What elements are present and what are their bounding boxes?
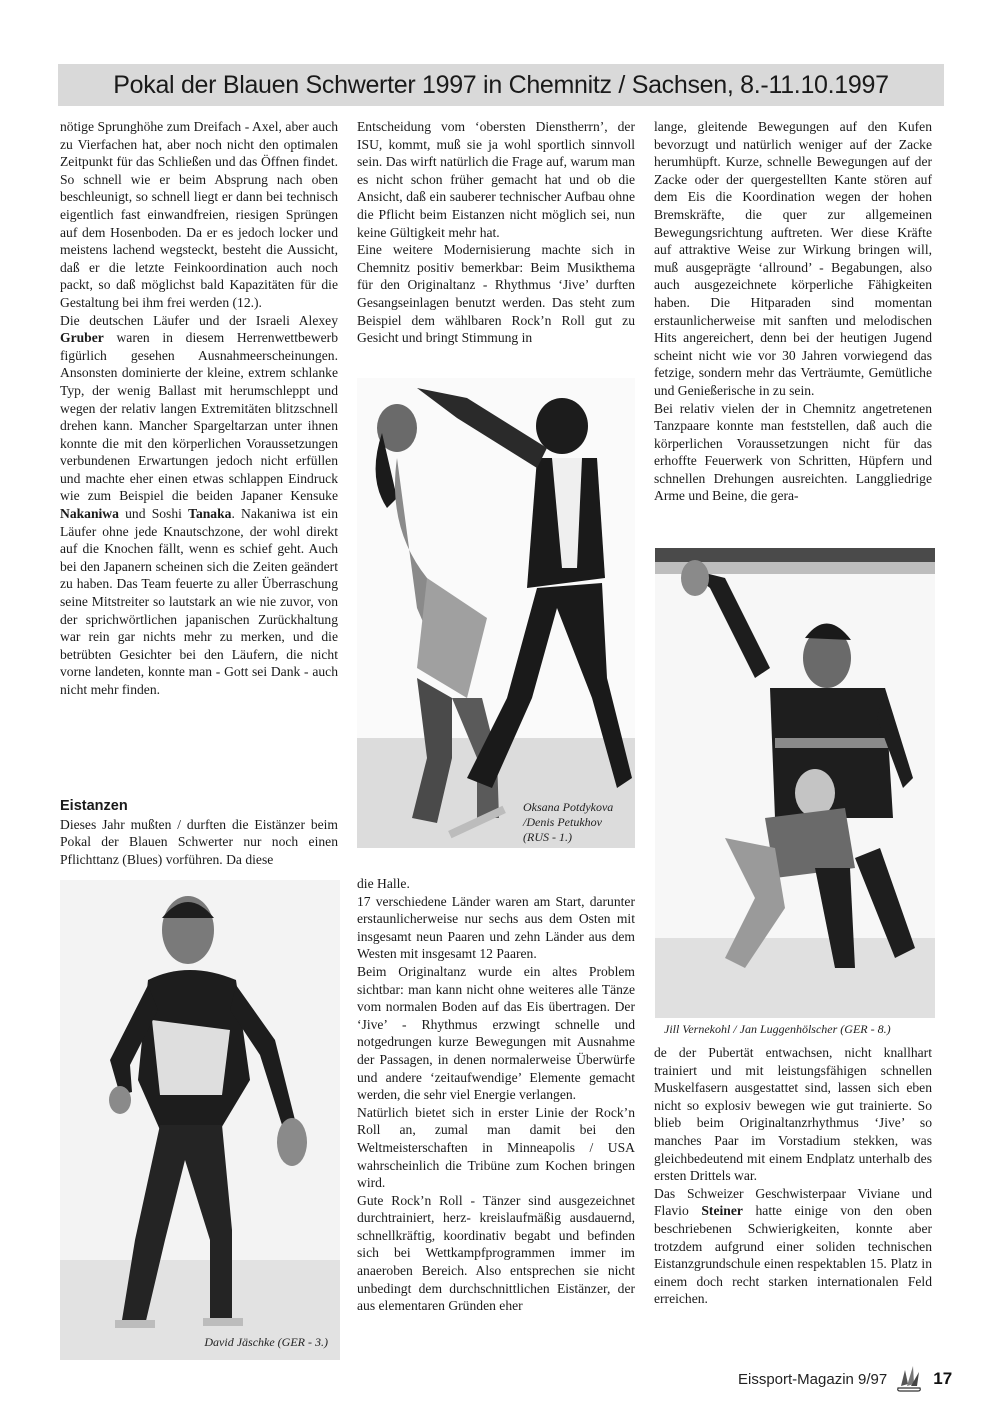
paragraph: Gute Rock’n Roll - Tänzer sind ausgezeichnet durchtrainiert, herz- kreislaufmäßig ausdauernd, schnellkräftig, koordinativ begabt und befinden sich bei Wettkampfprogrammen immer im anaeroben Bereich. Also entsprechen sie nicht unbedingt dem durchschnittlichen Eistänzer, der aus elementaren Gründen eher: [357, 1192, 635, 1314]
paragraph: 17 verschiedene Länder waren am Start, darunter erstaunlicherweise nur sechs aus dem Osten mit insgesamt neun Paaren und zehn Länder aus dem Westen mit insgesamt 12 Paaren.: [357, 893, 635, 962]
paragraph: lange, gleitende Bewegungen auf den Kufen bevorzugt und natürlich weniger auf der Zacke herumhüpft. Kurze, schnelle Bewegungen auf der Zacke oder der quergestellten Kante stören auf dem Eis die Koordination wegen der hohen Bremskräfte, die quer zur allgemeinen Bewegungsrichtung auftreten. Wer diese Kräfte auf attraktive Weise zur Wirkung bringen will, muß ausgeprägte ‘allround’ - Begabungen, also auch ausgezeichnete körperliche Fähigkeiten haben. Die Hitparaden sind momentan erstaunlicherweise mit sanften und melodischen Hits angereichert, denn bei der heutigen Jugend scheint nicht wie vor 30 Jahren vorwiegend das fetzige, sondern mehr das Verträumte, Gemütliche und Genießerische in zu sein.: [654, 119, 932, 398]
text-run: waren in diesem Herrenwettbewerb figürlich gesehen Ausnahmeerscheinungen. Ansonsten dominierte der kleine, extrem schlanke Typ, der wenig Ballast mit herumschleppt und wegen der relativ langen Extremitäten blitzschnell drehen kann. Mancher Spargeltarzan unter ihnen konnte die mit den körperlichen Voraussetzungen verbundenen Erwartungen jedoch nicht erfüllen und machte eher einen etwas schlappen Eindruck wie zum Beispiel die beiden Japaner Kensuke: [60, 330, 338, 504]
skater-name: Steiner: [701, 1203, 743, 1219]
caption-line: (RUS - 1.): [523, 830, 572, 844]
text-run: hatte einige von den oben beschriebenen Schwierigkeiten, konnte aber trotzdem aufgrund einer soliden technischen Eistanzgrundschule einen respektablen 15. Platz in einem doch recht starken internationalen Feld erreichen.: [654, 1203, 932, 1307]
column-2-continued: [357, 875, 635, 1315]
photo-single-skater: [60, 880, 340, 1360]
paragraph: de der Pubertät entwachsen, nicht knallhart trainiert und mit leistungsfähigen schnellen Muskelfasern ausgestattet sind, lassen sich eben nicht so explosiv bewegen wie gut trainierte. So blieb beim Originaltanzrhythmus ‘Jive’ so manches Paar im Vorstadium stekken, was gleichbedeutend mit einem Endplatz unterhalb des ersten Drittels war.: [654, 1045, 932, 1184]
page-footer: [738, 1364, 952, 1394]
skater-name: Nakaniwa: [60, 506, 119, 522]
photo-dance-couple: [357, 378, 635, 848]
paragraph: Bei relativ vielen der in Chemnitz angetretenen Tanzpaare konnte man feststellen, daß auch die körperlichen Voraussetzungen nicht für das erhoffte Feuerwerk von Schritten, Hüpfern und schnellen Drehungen ausreichten. Langgliedrige Arme und Beine, die gera-: [654, 400, 932, 504]
paragraph: die Halle.: [357, 876, 410, 891]
paragraph: [60, 312, 338, 699]
paragraph: Eine weitere Modernisierung machte sich in Chemnitz positiv bemerkbar: Beim Musikthema für den Originaltanz - Rhythmus ‘Jive’ durften Gesangseinlagen benutzt werden. Das steht zum Beispiel dem wählbaren Rock’n Roll gut zu Gesicht und bringt Stimmung in: [357, 242, 635, 346]
column-1: [60, 118, 338, 699]
skater-figure: [60, 880, 340, 1360]
skater-name: Tanaka: [188, 506, 232, 522]
text-run: Das Schweizer Geschwisterpaar Viviane und Flavio: [654, 1185, 932, 1219]
column-1-section: [60, 798, 338, 868]
photo-caption: David Jäschke (GER - 3.): [204, 1335, 328, 1349]
couple-right-figure: [655, 548, 935, 1018]
paragraph: Dieses Jahr mußten / durften die Eistänzer beim Pokal der Blauen Schwerter nur noch einen Pflichttanz (Blues) vorführen. Da diese: [60, 816, 338, 867]
dance-couple-figure: [357, 378, 635, 848]
magazine-issue: Eissport-Magazin 9/97: [738, 1370, 888, 1388]
photo-couple-right: [655, 548, 935, 1018]
text-run: Die deutschen Läufer und der Israeli Alexey: [60, 312, 338, 328]
photo-caption: Jill Vernekohl / Jan Luggenhölscher (GER - 8.): [664, 1022, 891, 1036]
photo-caption: [523, 800, 613, 845]
header-band: [58, 64, 944, 106]
column-2: [357, 118, 635, 347]
column-3-continued: [654, 1044, 932, 1308]
paragraph: nötige Sprunghöhe zum Dreifach - Axel, aber auch zu Vierfachen hat, aber noch nicht den optimalen Zeitpunkt für das Schließen und das Öffnen findet. So schnell wie er beim Absprung nach oben beschleunigt, so schnell liegt er dann bei technisch eigentlich fast einwandfreien, riesigen Sprüngen auf dem Hosenboden. Da er es jedoch locker und meistens lachend wegsteckt, besteht die Aussicht, daß er die letzte Feinkoordination auch noch packt, so daß möglichst bald Kapazitäten für die Gestaltung bei ihm frei werden (12.).: [60, 119, 338, 310]
text-run: . Nakaniwa ist ein Läufer ohne jede Knautschzone, der wohl direkt auf die Knochen fällt, wenn es schief geht. Auch bei den Japanern scheinen sich die Zeiten geändert zu haben. Das Team feuerte zu aller Überraschung seine Mitstreiter so lautstark an wie nie zuvor, von der sprichwörtlichen japanischen Zurückhaltung war rein gar nichts mehr zu merken, und die betrübten Gesichter bei den Läufern, die nicht vorne landeten, konnte man - Gott sei Dank - auch nicht mehr finden.: [60, 506, 339, 697]
paragraph: [654, 1185, 932, 1308]
caption-line: Oksana Potdykova: [523, 800, 614, 814]
text-run: und Soshi: [118, 506, 189, 522]
column-3: [654, 118, 932, 505]
page-number: 17: [933, 1369, 953, 1388]
paragraph: Natürlich bietet sich in erster Linie der Rock’n Roll an, zumal man damit bei den Weltmeisterschaften in Minneapolis / USA wahrscheinlich die Tribüne zum Kochen bringen wird.: [357, 1104, 635, 1191]
page-title: Pokal der Blauen Schwerter 1997 in Chemnitz / Sachsen, 8.-11.10.1997: [113, 70, 889, 99]
caption-line: /Denis Petukhov: [523, 815, 602, 829]
skate-swords-logo-icon: [895, 1364, 923, 1394]
section-heading: Eistanzen: [60, 798, 128, 814]
paragraph: Entscheidung vom ‘obersten Dienstherrn’, der ISU, kommt, muß sie ja wohl sportlich sinnvoll sein. Das wirft natürlich die Frage auf, warum man es nicht schon früher gemacht hat und ob die Ansicht, daß ein sauberer technischer Aufbau ohne die Pflicht beim Eistanzen nicht möglich sei, nun keine Gültigkeit mehr hat.: [357, 119, 635, 240]
paragraph: Beim Originaltanz wurde ein altes Problem sichtbar: man kann nicht ohne weiteres alle Tänze vom normalen Boden auf das Eis übertragen. Der ‘Jive’ - Rhythmus erzwingt schnelle und notgedrungen kurze Bewegungen mit Ausnahme der Passagen, in denen normalerweise Überwürfe und andere ‘zeitaufwendige’ Elemente gemacht werden, die sehr viel Energie verlangen.: [357, 963, 635, 1103]
skater-name: Gruber: [60, 330, 104, 346]
